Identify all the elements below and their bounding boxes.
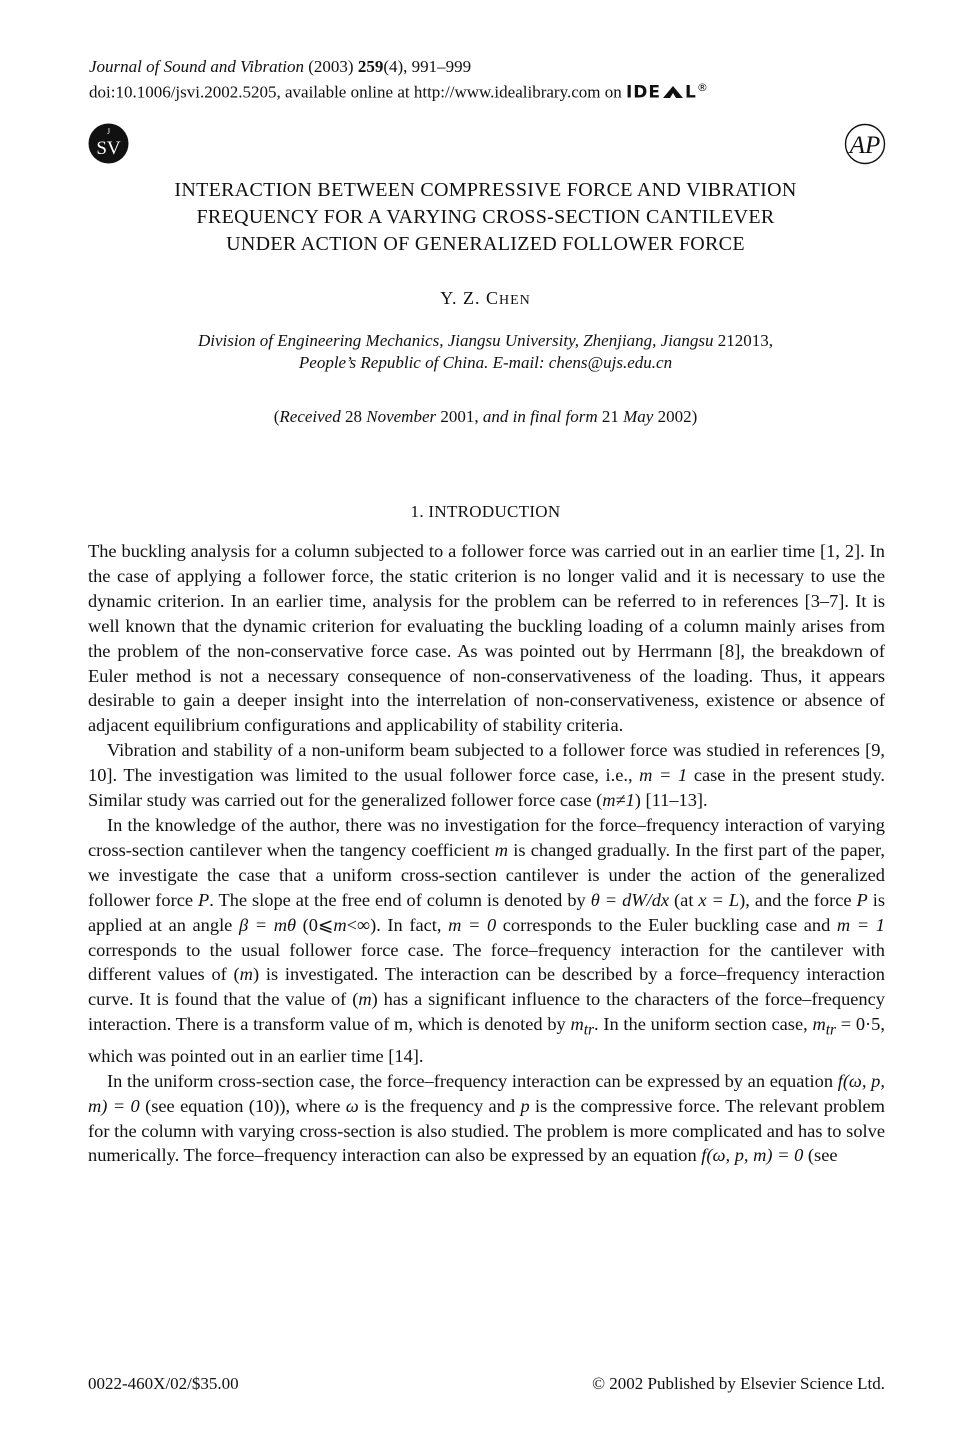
ideal-arrow-icon (661, 83, 685, 100)
footer-copyright: © 2002 Published by Elsevier Science Ltd. (592, 1374, 885, 1393)
journal-issue-pages: (4), 991–999 (383, 57, 472, 76)
affiliation-line-2: People’s Republic of China. E-mail: chens@ujs.edu.cn (298, 353, 673, 372)
paragraph: In the knowledge of the author, there was no investigation for the force–frequency interaction of varying cross-section cantilever when the tangency coefficient m is changed gradually. In the first part of the paper, we investigate the case that a uniform cross-section cantilever is under the action of the generalized follower force P. The slope at the free end of column is denoted by θ = dW/dx (at x = L), and the force P is applied at an angle β = mθ (0⩽m<∞). In fact, m = 0 corresponds to the Euler buckling case and m = 1 corresponds to the usual follower force case. The force–frequency interaction for the cantilever with different values of (m) is investigated. The interaction can be described by a force–frequency interaction curve. It is found that the value of (m) has a significant influence to the characters of the force–frequency interaction. There is a transform value of m, which is denoted by $m_{tr}$. In the uniform section case, $m_{tr} = 0\cdot 5$, which was pointed out in an earlier time [14]. (88, 814, 885, 1066)
journal-year: (2003) (308, 57, 354, 76)
paragraph: Vibration and stability of a non-uniform beam subjected to a follower force was studied in references [9, 10]. The investigation was limited to the usual follower force case, i.e., m = 1 case in the present study. Similar study was carried out for the generalized follower force case (m≠1) [11–13]. (88, 740, 885, 811)
body-text (88, 539, 885, 1168)
journal-volume: 259 (357, 57, 384, 76)
journal-name: Journal of Sound and Vibration (89, 57, 305, 76)
section-heading: 1. INTRODUCTION (410, 502, 561, 521)
sv-publisher-logo (88, 123, 129, 164)
author-name: Y. Z. CHEN (440, 288, 531, 308)
received-dates: (Received 28 November 2001, and in final form 21 May 2002) (273, 407, 698, 426)
ap-publisher-logo (844, 123, 886, 165)
doi-line (89, 77, 709, 104)
title-line: UNDER ACTION OF GENERALIZED FOLLOWER FORCE (226, 233, 745, 255)
doi-text[interactable]: doi:10.1006/jsvi.2002.5205, available online at http://www.idealibrary.com on (89, 82, 622, 102)
svg-text:AP: AP (849, 132, 881, 159)
footer-issn-price: 0022-460X/02/$35.00 (88, 1374, 239, 1393)
paragraph: The buckling analysis for a column subjected to a follower force was carried out in an earlier time [1, 2]. In the case of applying a follower force, the static criterion is no longer valid and it is necessary to use the dynamic criterion. In an earlier time, analysis for the problem can be referred to in references [3–7]. It is well known that the dynamic criterion for evaluating the buckling loading of a column mainly arises from the problem of the non-conservative force case. As was pointed out by Herrmann [8], the breakdown of Euler method is not a necessary consequence of non-conservativeness of the loading. Thus, it appears desirable to gain a deeper insight into the interrelation of non-conservativeness, existence or absence of adjacent equilibrium configurations and applicability of stability criteria. (88, 541, 885, 736)
journal-header (89, 56, 709, 104)
article-title (60, 177, 911, 258)
citation-line (89, 56, 709, 77)
title-line: FREQUENCY FOR A VARYING CROSS-SECTION CANTILEVER (196, 206, 775, 228)
title-line: INTERACTION BETWEEN COMPRESSIVE FORCE AND VIBRATION (174, 179, 797, 201)
affiliation-line-1: Division of Engineering Mechanics, Jiangsu University, Zhenjiang, Jiangsu 212013, (197, 331, 774, 350)
ideal-logo: IDE L® (625, 81, 709, 103)
affiliation (60, 330, 911, 374)
svg-text:SV: SV (96, 138, 121, 159)
paragraph: In the uniform cross-section case, the force–frequency interaction can be expressed by an equation f(ω, p, m) = 0 (see equation (10)), where ω is the frequency and p is the compressive force. The relevant problem for the column with varying cross-section is also studied. The problem is more complicated and has to solve numerically. The force–frequency interaction can also be expressed by an equation f(ω, p, m) = 0 (see (88, 1070, 885, 1166)
svg-text:J: J (106, 127, 111, 136)
